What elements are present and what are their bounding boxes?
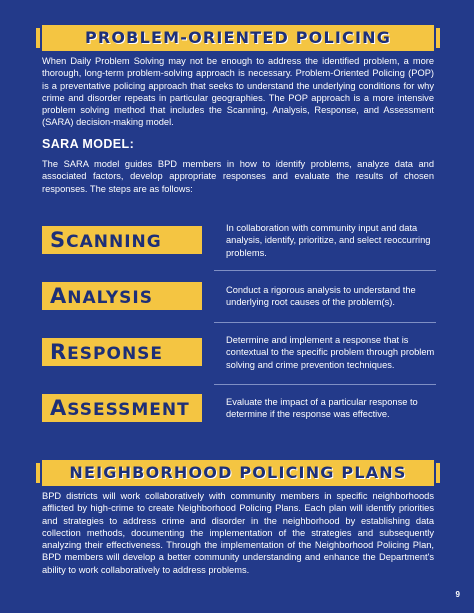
step-analysis-bar [42, 282, 202, 310]
step-scanning-rest: CANNING [66, 232, 162, 252]
page-number: 9 [455, 590, 460, 599]
step-assessment-rest: SSESSMENT [67, 400, 190, 420]
step-analysis-initial: A [50, 284, 68, 308]
step-response-rest: ESPONSE [67, 344, 164, 364]
step-assessment-bar [42, 394, 202, 422]
npp-banner: NEIGHBORHOOD POLICING PLANS [42, 460, 434, 486]
step-divider [214, 384, 436, 385]
pop-paragraph: When Daily Problem Solving may not be enough to address the identified problem, a more thorough, long-term problem-solving approach is necessary. Problem-Oriented Policing (POP) is a preventative policing approach that seeks to understand the underlying conditions for why crime and disorder repeats in particular geographies. The POP approach is a more intensive problem solving method that includes the Scanning, Analysis, Response, and Assessment (SARA) decision-making model. [42, 56, 434, 128]
step-assessment-desc: Evaluate the impact of a particular response to determine if the response was effective. [226, 397, 418, 420]
step-response-initial: R [50, 340, 68, 364]
step-response-bar [42, 338, 202, 366]
step-response-desc: Determine and implement a response that is contextual to the specific problem through problem solving and crime prevention techniques. [226, 335, 435, 370]
step-divider [214, 270, 436, 271]
step-scanning-initial: S [50, 228, 67, 252]
sara-heading: SARA MODEL: [42, 137, 135, 151]
step-assessment-initial: A [50, 396, 68, 420]
step-analysis-rest: NALYSIS [67, 288, 153, 308]
pop-banner: PROBLEM-ORIENTED POLICING [42, 25, 434, 51]
step-scanning-desc: In collaboration with community input and data analysis, identify, prioritize, and select reoccurring problems. [226, 223, 431, 258]
npp-paragraph: BPD districts will work collaboratively with community members in specific neighborhoods afflicted by high-crime to create Neighborhood Policing Plans. Each plan will identify priorities and strategies to address crime and disorder in the neighborhood by establishing data collection methods, documenting the implementation of the strategies and subsequently analyzing their effectiveness. Through the implementation of the Neighborhood Policing Plan, BPD members will develop a better community understanding and enhance the Department's ability to work collaboratively to address problems. [42, 491, 434, 575]
step-scanning-bar [42, 226, 202, 254]
sara-intro: The SARA model guides BPD members in how to identify problems, analyze data and associated factors, develop appropriate responses and evaluate the results of chosen responses. The steps are as follows: [42, 159, 434, 194]
step-divider [214, 322, 436, 323]
step-analysis-desc: Conduct a rigorous analysis to understand the underlying root causes of the problem(s). [226, 285, 416, 308]
